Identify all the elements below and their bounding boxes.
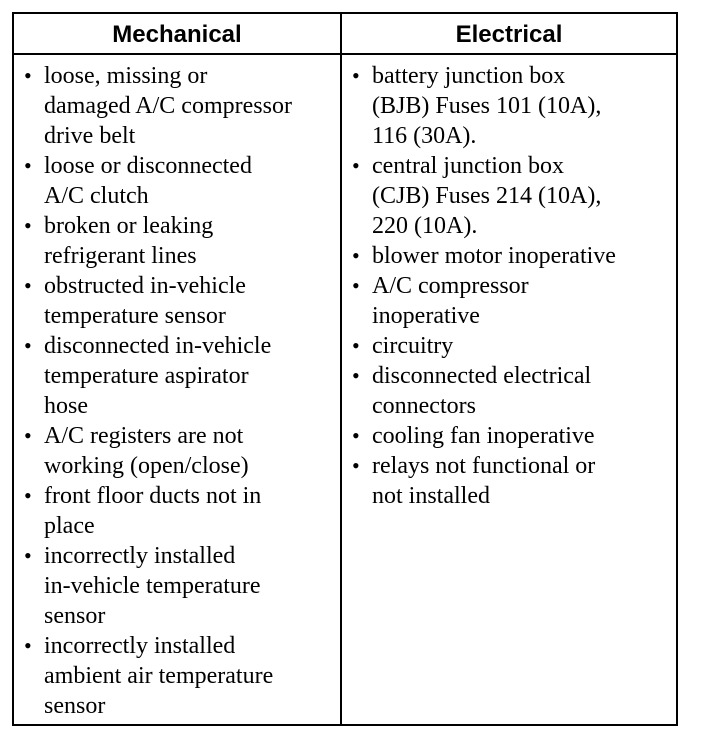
- mechanical-column: [14, 55, 342, 724]
- bullet-icon: •: [24, 333, 32, 358]
- list-item: [342, 361, 676, 421]
- bullet-icon: •: [352, 273, 360, 298]
- electrical-column: [342, 55, 676, 724]
- list-item: [342, 421, 676, 451]
- list-item: [14, 151, 340, 211]
- list-item: [342, 151, 676, 241]
- bullet-icon: •: [352, 63, 360, 88]
- list-item: [14, 211, 340, 271]
- item-text: disconnected electrical connectors: [372, 363, 592, 419]
- item-text: A/C registers are not working (open/close): [44, 423, 249, 479]
- bullet-icon: •: [352, 363, 360, 388]
- item-text: obstructed in-vehicle temperature sensor: [44, 273, 246, 329]
- item-text: front floor ducts not in place: [44, 483, 262, 539]
- item-text: loose or disconnected A/C clutch: [44, 153, 252, 209]
- column-header-mechanical: Mechanical: [14, 14, 342, 55]
- item-text: disconnected in-vehicle temperature aspirator hose: [44, 333, 272, 419]
- mechanical-list: [14, 61, 340, 721]
- list-item: [14, 61, 340, 151]
- bullet-icon: •: [24, 483, 32, 508]
- bullet-icon: •: [24, 273, 32, 298]
- list-item: [342, 331, 676, 361]
- list-item: [342, 61, 676, 151]
- list-item: [14, 421, 340, 481]
- bullet-icon: •: [24, 63, 32, 88]
- list-item: [14, 481, 340, 541]
- bullet-icon: •: [352, 153, 360, 178]
- item-text: battery junction box (BJB) Fuses 101 (10A), 116 (30A).: [372, 63, 602, 149]
- bullet-icon: •: [352, 333, 360, 358]
- item-text: broken or leaking refrigerant lines: [44, 213, 214, 269]
- electrical-list: [342, 61, 676, 511]
- item-text: blower motor inoperative: [372, 243, 616, 269]
- item-text: incorrectly installed in-vehicle temperature sensor: [44, 543, 261, 629]
- bullet-icon: •: [24, 153, 32, 178]
- bullet-icon: •: [24, 633, 32, 658]
- list-item: [14, 271, 340, 331]
- column-header-electrical: Electrical: [342, 14, 676, 55]
- item-text: A/C compressor inoperative: [372, 273, 529, 329]
- list-item: [14, 331, 340, 421]
- item-text: incorrectly installed ambient air temperature sensor: [44, 633, 274, 719]
- item-text: circuitry: [372, 333, 454, 359]
- list-item: [342, 271, 676, 331]
- bullet-icon: •: [24, 423, 32, 448]
- bullet-icon: •: [352, 243, 360, 268]
- bullet-icon: •: [352, 423, 360, 448]
- list-item: [342, 451, 676, 511]
- bullet-icon: •: [24, 213, 32, 238]
- list-item: [14, 541, 340, 631]
- list-item: [14, 631, 340, 721]
- symptom-table: [12, 12, 678, 726]
- bullet-icon: •: [352, 453, 360, 478]
- bullet-icon: •: [24, 543, 32, 568]
- item-text: central junction box (CJB) Fuses 214 (10A), 220 (10A).: [372, 153, 602, 239]
- item-text: cooling fan inoperative: [372, 423, 595, 449]
- item-text: loose, missing or damaged A/C compressor drive belt: [44, 63, 292, 149]
- item-text: relays not functional or not installed: [372, 453, 596, 509]
- list-item: [342, 241, 676, 271]
